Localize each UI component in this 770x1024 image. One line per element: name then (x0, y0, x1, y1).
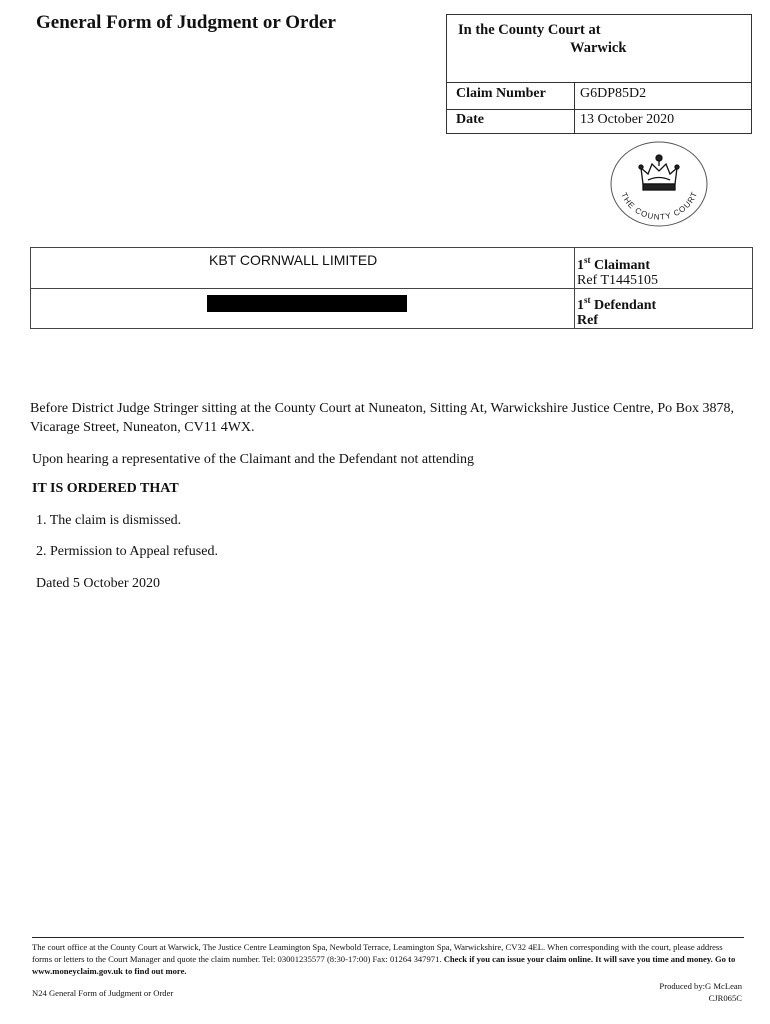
claimant-name: KBT CORNWALL LIMITED (209, 252, 378, 268)
court-line-1: In the County Court at (458, 22, 601, 38)
form-code: CJR065C (708, 993, 742, 1003)
divider (447, 109, 751, 110)
defendant-role: 1st Defendant (577, 295, 657, 313)
order-item-1: 1. The claim is dismissed. (36, 513, 182, 528)
redacted-defendant-name (207, 295, 407, 312)
court-details-box (446, 14, 752, 134)
divider (574, 248, 575, 328)
date-value: 13 October 2020 (580, 112, 675, 127)
claim-number-label: Claim Number (456, 86, 546, 101)
before-paragraph: Before District Judge Stringer sitting at the County Court at Nuneaton, Sitting At, Warwickshire Justice Centre, Po Box 3878, Vicarage Street, Nuneaton, CV11 4WX. (30, 401, 734, 435)
dated-line: Dated 5 October 2020 (36, 576, 161, 591)
claimant-role: 1st Claimant (577, 255, 650, 273)
date-label: Date (456, 112, 484, 127)
claimant-ref: Ref T1445105 (577, 273, 659, 288)
claim-number-value: G6DP85D2 (580, 86, 647, 101)
document-title: General Form of Judgment or Order (36, 12, 336, 33)
parties-table (30, 247, 753, 329)
divider (574, 82, 575, 133)
seal-text: THE COUNTY COURT (619, 189, 700, 222)
divider (447, 82, 751, 83)
produced-by: Produced by:G McLean (659, 981, 742, 991)
form-name: N24 General Form of Judgment or Order (32, 988, 174, 998)
ordered-heading: IT IS ORDERED THAT (32, 481, 179, 496)
footer-divider (32, 937, 744, 938)
court-location: Warwick (570, 40, 627, 56)
upon-hearing-paragraph: Upon hearing a representative of the Claimant and the Defendant not attending (32, 452, 475, 467)
footer-notice: The court office at the County Court at Warwick, The Justice Centre Leamington Spa, Newbold Terrace, Leamington Spa, Warwickshire, CV32 4EL. When corresponding with the court, please address forms or letters to the Court Manager and quote the claim number. Tel: 03001235577 (8:30-17:00) Fax: 01264 347971. Check if you can issue your claim online. It will save you time and money. Go to www.moneyclaim.gov.uk to find out more. (32, 942, 736, 976)
court-seal (608, 140, 710, 228)
order-item-2: 2. Permission to Appeal refused. (36, 544, 218, 559)
defendant-ref: Ref (577, 313, 598, 328)
crown-icon (639, 155, 679, 190)
